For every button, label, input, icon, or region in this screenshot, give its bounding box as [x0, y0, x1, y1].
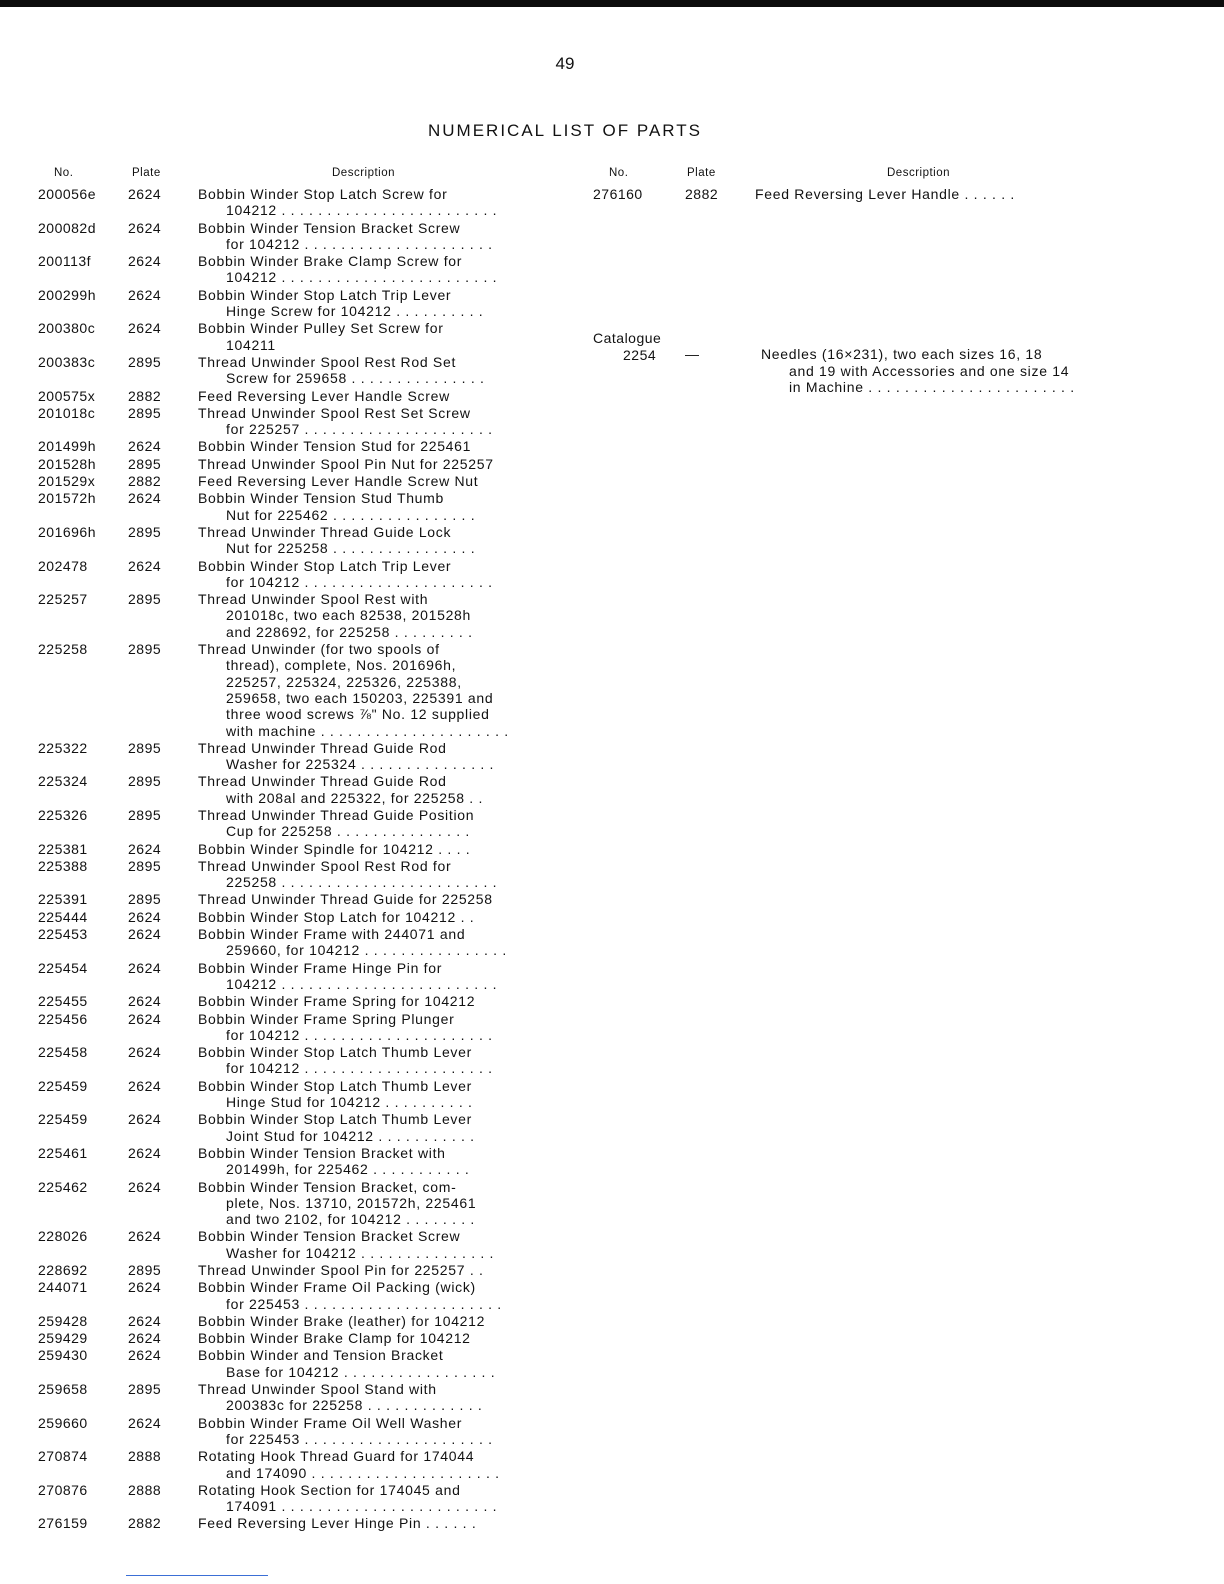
table-row [38, 405, 548, 438]
plate-number: 2624 [128, 1044, 162, 1061]
part-description [198, 558, 548, 591]
part-number: 259429 [38, 1330, 88, 1347]
part-number: 228692 [38, 1262, 88, 1278]
table-row [38, 841, 548, 857]
plate-number: 2624 [128, 993, 162, 1010]
part-description [198, 220, 548, 253]
part-number: 259658 [38, 1381, 88, 1398]
header-no: No. [609, 167, 629, 179]
plate-number: 2895 [128, 641, 162, 658]
part-number: 225388 [38, 857, 88, 874]
description-line: 225258 . . . . . . . . . . . . . . . . . . . . . . . . [226, 874, 498, 891]
part-number: 225453 [38, 926, 88, 943]
part-number: 201499h [38, 438, 97, 455]
description-line: Bobbin Winder Brake Clamp Screw for [198, 253, 463, 270]
part-number: 225455 [38, 993, 88, 1010]
description-line: Thread Unwinder Thread Guide Rod [198, 739, 447, 756]
table-row [38, 524, 548, 557]
table-row [38, 253, 548, 286]
description-line: and 228692, for 225258 . . . . . . . . . [226, 623, 473, 640]
part-description [198, 1078, 548, 1111]
description-line: three wood screws ⅞" No. 12 supplied [226, 706, 490, 723]
table-row [38, 807, 548, 840]
plate-number: 2624 [128, 1178, 162, 1195]
part-description [198, 1145, 548, 1178]
plate-number: 2624 [128, 286, 162, 303]
table-row [593, 186, 1103, 202]
header-plate: Plate [132, 167, 161, 179]
plate-number: 2624 [128, 490, 162, 507]
plate-number: 2624 [128, 840, 162, 857]
part-description [198, 287, 548, 320]
plate-number: 2895 [128, 891, 162, 908]
part-description [198, 186, 548, 219]
description-line: Thread Unwinder Spool Rest Rod for [198, 857, 452, 874]
part-description [198, 591, 548, 640]
plate-number: 2895 [128, 857, 162, 874]
part-description [755, 186, 1103, 202]
part-number: 259430 [38, 1347, 88, 1364]
description-line: Bobbin Winder Frame Spring for 104212 [198, 993, 476, 1010]
part-description [198, 1448, 548, 1481]
description-line: Thread Unwinder Spool Pin Nut for 225257 [198, 455, 494, 472]
part-description [198, 740, 548, 773]
plate-number: 2882 [128, 387, 162, 404]
plate-number: 2882 [128, 1515, 162, 1532]
part-number: 200113f [38, 253, 92, 270]
part-description [198, 1111, 548, 1144]
description-line: 201499h, for 225462 . . . . . . . . . . . [226, 1161, 470, 1178]
description-line: Nut for 225258 . . . . . . . . . . . . . . . . [226, 540, 476, 557]
part-number: 225458 [38, 1044, 88, 1061]
plate-number: 2624 [128, 1010, 162, 1027]
part-description [198, 253, 548, 286]
part-description [198, 909, 548, 925]
part-number: 225456 [38, 1010, 88, 1027]
part-number: 201018c [38, 404, 96, 421]
part-description [198, 641, 548, 739]
part-number: 225258 [38, 641, 88, 658]
description-line: Bobbin Winder Stop Latch Thumb Lever [198, 1111, 472, 1128]
description-line: and two 2102, for 104212 . . . . . . . . [226, 1211, 476, 1228]
table-row [38, 1262, 548, 1278]
description-line: Thread Unwinder Thread Guide for 225258 [198, 891, 493, 908]
table-row [38, 320, 548, 353]
description-line: Thread Unwinder Spool Rest with [198, 591, 429, 608]
description-line: Washer for 104212 . . . . . . . . . . . . . . . [226, 1244, 495, 1261]
plate-number: 2895 [128, 739, 162, 756]
plate-number: 2624 [128, 1144, 162, 1161]
plate-number: 2624 [128, 253, 162, 270]
part-description [198, 807, 548, 840]
page-number: 49 [555, 54, 575, 73]
table-row [38, 858, 548, 891]
table-row [38, 1078, 548, 1111]
description-line: Bobbin Winder Stop Latch Thumb Lever [198, 1044, 472, 1061]
part-description [198, 1515, 548, 1531]
table-row [38, 1448, 548, 1481]
part-description [198, 320, 548, 353]
description-line: Thread Unwinder (for two spools of [198, 641, 440, 658]
description-line: Thread Unwinder Thread Guide Lock [198, 523, 452, 540]
description-line: Bobbin Winder Tension Bracket, com- [198, 1178, 457, 1195]
table-row [38, 186, 548, 219]
header-plate: Plate [687, 167, 716, 179]
plate-number: 2624 [128, 1228, 162, 1245]
table-row [38, 220, 548, 253]
part-number: 202478 [38, 557, 88, 574]
part-description [198, 405, 548, 438]
part-description [198, 1262, 548, 1278]
description-line: for 104212 . . . . . . . . . . . . . . . . . . . . . [226, 235, 493, 252]
part-number: 225454 [38, 959, 88, 976]
table-row [38, 1415, 548, 1448]
description-line: Thread Unwinder Spool Pin for 225257 . . [198, 1262, 484, 1278]
description-line: 259660, for 104212 . . . . . . . . . . . . . . . . [226, 942, 507, 959]
description-line: Feed Reversing Lever Handle . . . . . . [755, 186, 1015, 202]
right-column [593, 164, 1103, 396]
description-line: 200383c for 225258 . . . . . . . . . . . . . [226, 1397, 483, 1414]
part-number: 200082d [38, 219, 97, 236]
description-line: Bobbin Winder Brake (leather) for 104212 [198, 1312, 486, 1329]
description-line: for 104212 . . . . . . . . . . . . . . . . . . . . . [226, 1026, 493, 1043]
part-number: 201696h [38, 523, 97, 540]
part-description [198, 1330, 548, 1346]
description-line: Bobbin Winder Frame with 244071 and [198, 926, 466, 943]
table-row [38, 891, 548, 907]
part-description [198, 1347, 548, 1380]
description-line: 174091 . . . . . . . . . . . . . . . . . . . . . . . . [226, 1498, 498, 1515]
description-line: and 19 with Accessories and one size 14 [789, 362, 1070, 379]
part-description [198, 993, 548, 1009]
description-line: Bobbin Winder Frame Hinge Pin for [198, 959, 443, 976]
table-row [593, 330, 1103, 395]
plate-number: 2888 [128, 1448, 162, 1465]
description-line: Needles (16×231), two each sizes 16, 18 [761, 346, 1043, 363]
part-number: 200380c [38, 320, 96, 337]
table-row [38, 1044, 548, 1077]
description-line: for 225453 . . . . . . . . . . . . . . . . . . . . . [226, 1430, 493, 1447]
part-number: 201529x [38, 473, 96, 490]
part-description [198, 1279, 548, 1312]
description-line: Hinge Screw for 104212 . . . . . . . . . . [226, 303, 484, 320]
part-description [198, 1381, 548, 1414]
part-description [198, 388, 548, 404]
part-number: 270874 [38, 1448, 88, 1465]
plate-number: 2895 [128, 523, 162, 540]
description-line: Thread Unwinder Thread Guide Position [198, 806, 475, 823]
description-line: Feed Reversing Lever Handle Screw [198, 387, 450, 404]
part-number: 259660 [38, 1414, 88, 1431]
plate-number: 2624 [128, 1347, 162, 1364]
plate-number: 2895 [128, 404, 162, 421]
description-line: Bobbin Winder Stop Latch Trip Lever [198, 557, 452, 574]
plate-number: 2895 [128, 353, 162, 370]
table-row [38, 473, 548, 489]
table-row [38, 909, 548, 925]
table-row [38, 1313, 548, 1329]
plate-number: 2895 [128, 773, 162, 790]
table-row [38, 993, 548, 1009]
part-description [198, 1179, 548, 1228]
description-line: for 104212 . . . . . . . . . . . . . . . . . . . . . [226, 573, 493, 590]
description-line: Bobbin Winder Frame Spring Plunger [198, 1010, 455, 1027]
part-description [198, 490, 548, 523]
part-description [198, 926, 548, 959]
table-row [38, 490, 548, 523]
plate-number: 2624 [128, 438, 162, 455]
description-line: Bobbin Winder Tension Bracket Screw [198, 219, 461, 236]
table-row [38, 456, 548, 472]
plate-number: 2895 [128, 591, 162, 608]
description-line: for 225453 . . . . . . . . . . . . . . . . . . . . . . [226, 1295, 502, 1312]
part-number: 225257 [38, 591, 88, 608]
table-row [38, 1011, 548, 1044]
part-number: Catalogue 2254 [593, 330, 662, 363]
parts-list-right [593, 186, 1103, 395]
description-line: Bobbin Winder Stop Latch Trip Lever [198, 286, 452, 303]
header-description: Description [887, 167, 951, 179]
part-number: 201572h [38, 490, 97, 507]
description-line: Feed Reversing Lever Hinge Pin . . . . . . [198, 1515, 477, 1532]
table-row [38, 1179, 548, 1228]
description-line: Washer for 225324 . . . . . . . . . . . . . . . [226, 756, 495, 773]
description-line: Bobbin Winder Tension Stud Thumb [198, 490, 445, 507]
part-number: 225324 [38, 773, 88, 790]
description-line: Bobbin Winder Tension Stud for 225461 [198, 438, 472, 455]
description-line: Rotating Hook Section for 174045 and [198, 1481, 461, 1498]
plate-number: 2624 [128, 320, 162, 337]
description-line: with machine . . . . . . . . . . . . . . . . . . . . . [226, 722, 509, 739]
table-row [38, 960, 548, 993]
table-row [38, 1145, 548, 1178]
table-row [38, 591, 548, 640]
plate-number: 2882 [685, 186, 719, 202]
table-row [38, 558, 548, 591]
plate-number: 2624 [128, 1312, 162, 1329]
table-row [38, 773, 548, 806]
table-row [38, 1482, 548, 1515]
part-number: 228026 [38, 1228, 88, 1245]
description-line: Thread Unwinder Thread Guide Rod [198, 773, 447, 790]
part-description [198, 891, 548, 907]
table-row [38, 1515, 548, 1531]
description-line: Joint Stud for 104212 . . . . . . . . . . . [226, 1127, 475, 1144]
part-number: 225461 [38, 1144, 88, 1161]
part-number: 244071 [38, 1279, 88, 1296]
plate-number: 2882 [128, 473, 162, 490]
part-number: 270876 [38, 1481, 88, 1498]
description-line: Hinge Stud for 104212 . . . . . . . . . . [226, 1094, 473, 1111]
description-line: Bobbin Winder Tension Bracket Screw [198, 1228, 461, 1245]
description-line: Bobbin Winder Stop Latch Screw for [198, 186, 448, 202]
description-line: 225257, 225324, 225326, 225388, [226, 673, 462, 690]
part-description [198, 960, 548, 993]
part-description [198, 1415, 548, 1448]
description-line: Bobbin Winder Frame Oil Well Washer [198, 1414, 463, 1431]
description-line: 104212 . . . . . . . . . . . . . . . . . . . . . . . . [226, 202, 498, 219]
description-line: plete, Nos. 13710, 201572h, 225461 [226, 1194, 477, 1211]
plate-number: 2624 [128, 1414, 162, 1431]
description-line: thread), complete, Nos. 201696h, [226, 657, 457, 674]
plate-number: 2624 [128, 1330, 162, 1347]
part-number: 225459 [38, 1111, 88, 1128]
description-line: Screw for 259658 . . . . . . . . . . . . . . . [226, 370, 485, 387]
part-number: 225326 [38, 806, 88, 823]
description-line: Bobbin Winder Pulley Set Screw for [198, 320, 444, 337]
description-line: in Machine . . . . . . . . . . . . . . . . . . . . . . . [789, 378, 1075, 395]
description-line: for 104212 . . . . . . . . . . . . . . . . . . . . . [226, 1060, 493, 1077]
plate-number: 2624 [128, 926, 162, 943]
parts-list-left [38, 186, 548, 1532]
column-headers-right [593, 164, 1103, 186]
description-line: Bobbin Winder Brake Clamp for 104212 [198, 1330, 471, 1347]
table-row [38, 354, 548, 387]
description-line: 104211 [226, 336, 276, 353]
part-description [198, 1482, 548, 1515]
description-line: Cup for 225258 . . . . . . . . . . . . . . . [226, 823, 471, 840]
table-row [38, 1381, 548, 1414]
plate-number: — [685, 346, 700, 363]
table-row [38, 740, 548, 773]
description-line: 104212 . . . . . . . . . . . . . . . . . . . . . . . . [226, 269, 498, 286]
table-row [38, 1330, 548, 1346]
description-line: with 208al and 225322, for 225258 . . [226, 789, 484, 806]
description-line: Base for 104212 . . . . . . . . . . . . . . . . . [226, 1363, 496, 1380]
description-line: 104212 . . . . . . . . . . . . . . . . . . . . . . . . [226, 975, 498, 992]
part-description [198, 858, 548, 891]
part-description [761, 330, 1103, 395]
footer-rule [126, 1575, 268, 1576]
part-description [198, 841, 548, 857]
column-headers [38, 164, 548, 186]
plate-number: 2624 [128, 219, 162, 236]
plate-number: 2624 [128, 959, 162, 976]
description-line: Bobbin Winder Tension Bracket with [198, 1144, 446, 1161]
plate-number: 2888 [128, 1481, 162, 1498]
part-number: 200056e [38, 186, 97, 202]
part-number: 200383c [38, 353, 96, 370]
table-row [38, 438, 548, 454]
part-number: 276159 [38, 1515, 88, 1532]
description-line: for 225257 . . . . . . . . . . . . . . . . . . . . . [226, 421, 493, 438]
description-line: Thread Unwinder Spool Stand with [198, 1381, 437, 1398]
part-number: 225322 [38, 739, 88, 756]
part-number: 225381 [38, 840, 88, 857]
description-line: 201018c, two each 82538, 201528h [226, 607, 472, 624]
part-number: 225444 [38, 908, 88, 925]
description-line: Bobbin Winder Stop Latch Thumb Lever [198, 1077, 472, 1094]
table-row [38, 641, 548, 739]
description-line: Bobbin Winder Spindle for 104212 . . . . [198, 840, 471, 857]
part-number: 200299h [38, 286, 97, 303]
part-number: 200575x [38, 387, 96, 404]
description-line: Bobbin Winder Stop Latch for 104212 . . [198, 908, 475, 925]
part-description [198, 1228, 548, 1261]
description-line: Bobbin Winder Frame Oil Packing (wick) [198, 1279, 476, 1296]
plate-number: 2624 [128, 1111, 162, 1128]
description-line: Nut for 225462 . . . . . . . . . . . . . . . . [226, 506, 476, 523]
part-description [198, 524, 548, 557]
part-description [198, 1011, 548, 1044]
part-description [198, 456, 548, 472]
table-row [38, 287, 548, 320]
table-row [38, 388, 548, 404]
part-number: 225459 [38, 1077, 88, 1094]
table-row [38, 1279, 548, 1312]
description-line: Bobbin Winder and Tension Bracket [198, 1347, 444, 1364]
description-line: Rotating Hook Thread Guard for 174044 [198, 1448, 475, 1465]
description-line: Thread Unwinder Spool Rest Rod Set [198, 353, 457, 370]
table-row [38, 1228, 548, 1261]
description-line: Thread Unwinder Spool Rest Set Screw [198, 404, 471, 421]
plate-number: 2895 [128, 1262, 162, 1278]
part-description [198, 1044, 548, 1077]
part-description [198, 473, 548, 489]
page-title: NUMERICAL LIST OF PARTS [428, 121, 702, 140]
part-number: 276160 [593, 186, 643, 202]
left-column [38, 164, 548, 1533]
plate-number: 2624 [128, 186, 162, 202]
plate-number: 2624 [128, 1279, 162, 1296]
part-number: 259428 [38, 1312, 88, 1329]
part-number: 225462 [38, 1178, 88, 1195]
plate-number: 2624 [128, 557, 162, 574]
description-line: 259658, two each 150203, 225391 and [226, 689, 494, 706]
plate-number: 2624 [128, 908, 162, 925]
description-line: and 174090 . . . . . . . . . . . . . . . . . . . . . [226, 1464, 500, 1481]
description-line: Feed Reversing Lever Handle Screw Nut [198, 473, 479, 490]
table-row [38, 926, 548, 959]
plate-number: 2895 [128, 1381, 162, 1398]
part-description [198, 354, 548, 387]
table-row [38, 1111, 548, 1144]
part-description [198, 1313, 548, 1329]
part-number: 225391 [38, 891, 88, 908]
plate-number: 2895 [128, 806, 162, 823]
plate-number: 2624 [128, 1077, 162, 1094]
header-no: No. [54, 167, 74, 179]
part-description [198, 773, 548, 806]
table-row [38, 1347, 548, 1380]
plate-number: 2895 [128, 455, 162, 472]
part-number: 201528h [38, 455, 97, 472]
part-description [198, 438, 548, 454]
top-scan-border [0, 0, 1224, 7]
header-description: Description [332, 167, 396, 179]
